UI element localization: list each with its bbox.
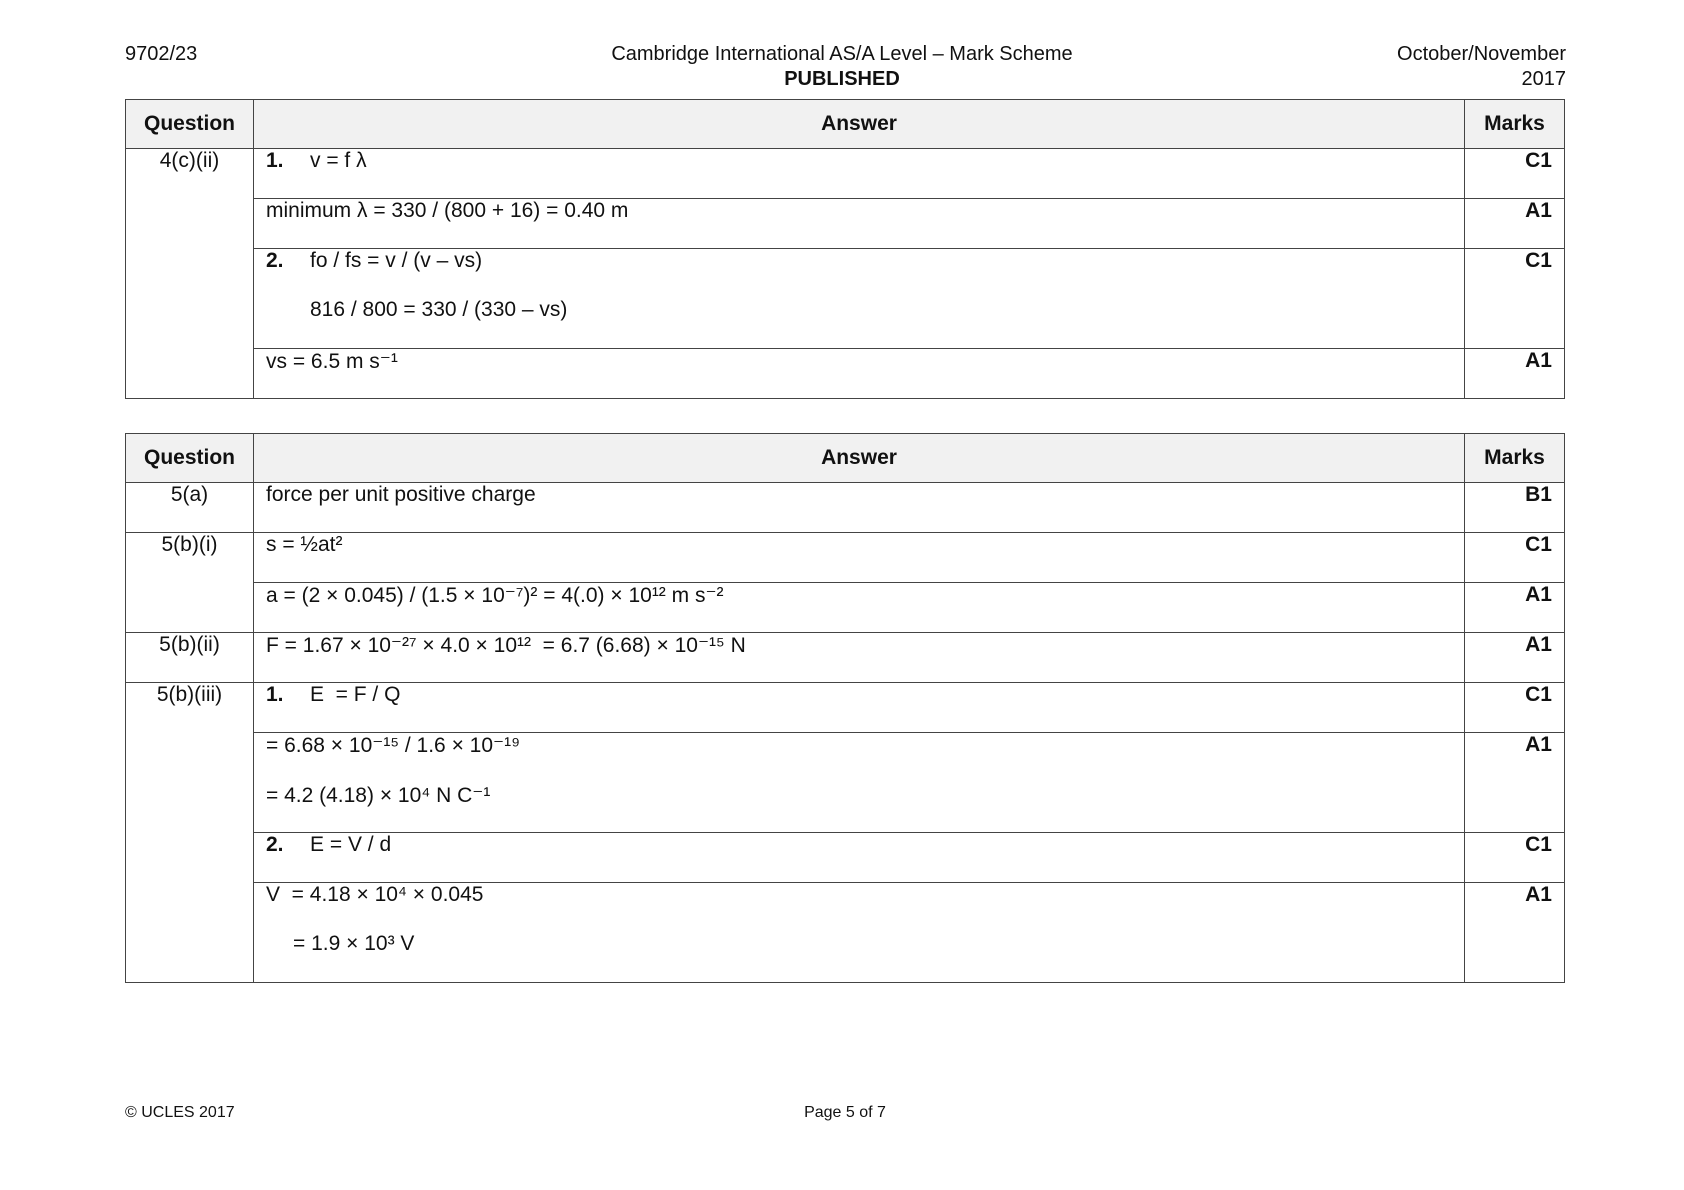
- mark-cell: C1: [1465, 533, 1565, 583]
- answer-text: E = V / d: [310, 833, 392, 856]
- mark-scheme-table-q5: [125, 433, 1565, 983]
- answer-text: V = 4.18 × 10⁴ × 0.045: [266, 883, 484, 906]
- answer-cell: [254, 683, 1465, 733]
- answer-cell: [254, 833, 1465, 883]
- question-number: 5(b)(ii): [126, 633, 254, 683]
- marks-header: Marks: [1465, 434, 1565, 483]
- answer-text: s = ½at²: [266, 533, 343, 556]
- table-header-row: [126, 434, 1565, 483]
- step-number: 1.: [266, 149, 284, 172]
- table-row: [126, 833, 1565, 883]
- mark-cell: C1: [1465, 833, 1565, 883]
- answer-cell: [254, 533, 1465, 583]
- answer-text: minimum λ = 330 / (800 + 16) = 0.40 m: [266, 199, 629, 222]
- table-row: [126, 249, 1565, 349]
- mark-cell: B1: [1465, 483, 1565, 533]
- published-label: PUBLISHED: [784, 68, 900, 90]
- mark-cell: A1: [1465, 583, 1565, 633]
- document-title: Cambridge International AS/A Level – Mark Scheme: [611, 43, 1073, 65]
- answer-cell: [254, 483, 1465, 533]
- step-number: 2.: [266, 833, 284, 856]
- question-header: Question: [126, 434, 254, 483]
- answer-text: E = F / Q: [310, 683, 401, 706]
- mark-cell: A1: [1465, 633, 1565, 683]
- question-number: 5(a): [126, 483, 254, 533]
- answer-text: = 1.9 × 10³ V: [293, 932, 415, 955]
- answer-cell: [254, 349, 1465, 399]
- mark-cell: C1: [1465, 149, 1565, 199]
- answer-text: fo / fs = v / (v – vs): [310, 249, 483, 272]
- question-number: 4(c)(ii): [126, 149, 254, 399]
- step-number: 2.: [266, 249, 284, 272]
- session-year: 2017: [1521, 68, 1566, 90]
- table-row: [126, 633, 1565, 683]
- answer-text: a = (2 × 0.045) / (1.5 × 10⁻⁷)² = 4(.0) × 10¹² m s⁻²: [266, 584, 724, 607]
- table-row: [126, 349, 1565, 399]
- copyright: © UCLES 2017: [125, 1104, 235, 1121]
- mark-cell: A1: [1465, 349, 1565, 399]
- table-row: [126, 149, 1565, 199]
- question-number: 5(b)(i): [126, 533, 254, 633]
- answer-cell: [254, 733, 1465, 833]
- marks-header: Marks: [1465, 100, 1565, 149]
- table-row: [126, 483, 1565, 533]
- answer-cell: [254, 583, 1465, 633]
- answer-cell: [254, 249, 1465, 349]
- answer-header: Answer: [254, 100, 1465, 149]
- table-row: [126, 883, 1565, 983]
- table-row: [126, 683, 1565, 733]
- mark-cell: A1: [1465, 733, 1565, 833]
- mark-cell: C1: [1465, 249, 1565, 349]
- table-row: [126, 583, 1565, 633]
- table-row: [126, 199, 1565, 249]
- mark-cell: A1: [1465, 199, 1565, 249]
- session-months: October/November: [1397, 43, 1566, 65]
- mark-scheme-table-q4: [125, 99, 1565, 399]
- question-number: 5(b)(iii): [126, 683, 254, 983]
- mark-cell: C1: [1465, 683, 1565, 733]
- answer-text: v = f λ: [310, 149, 367, 172]
- answer-cell: [254, 199, 1465, 249]
- question-header: Question: [126, 100, 254, 149]
- answer-text: 816 / 800 = 330 / (330 – vs): [310, 298, 568, 321]
- step-number: 1.: [266, 683, 284, 706]
- answer-cell: [254, 149, 1465, 199]
- answer-cell: [254, 883, 1465, 983]
- table-row: [126, 733, 1565, 833]
- paper-code: 9702/23: [125, 43, 198, 65]
- exam-session: [1397, 42, 1566, 92]
- table-header-row: [126, 100, 1565, 149]
- answer-text: = 6.68 × 10⁻¹⁵ / 1.6 × 10⁻¹⁹: [266, 734, 521, 757]
- answer-text: = 4.2 (4.18) × 10⁴ N C⁻¹: [266, 784, 491, 807]
- answer-cell: [254, 633, 1465, 683]
- answer-header: Answer: [254, 434, 1465, 483]
- answer-text: force per unit positive charge: [266, 483, 536, 506]
- page-number: Page 5 of 7: [804, 1104, 886, 1121]
- mark-cell: A1: [1465, 883, 1565, 983]
- table-row: [126, 533, 1565, 583]
- answer-text: F = 1.67 × 10⁻²⁷ × 4.0 × 10¹² = 6.7 (6.68) × 10⁻¹⁵ N: [266, 634, 746, 657]
- answer-text: vs = 6.5 m s⁻¹: [266, 350, 398, 373]
